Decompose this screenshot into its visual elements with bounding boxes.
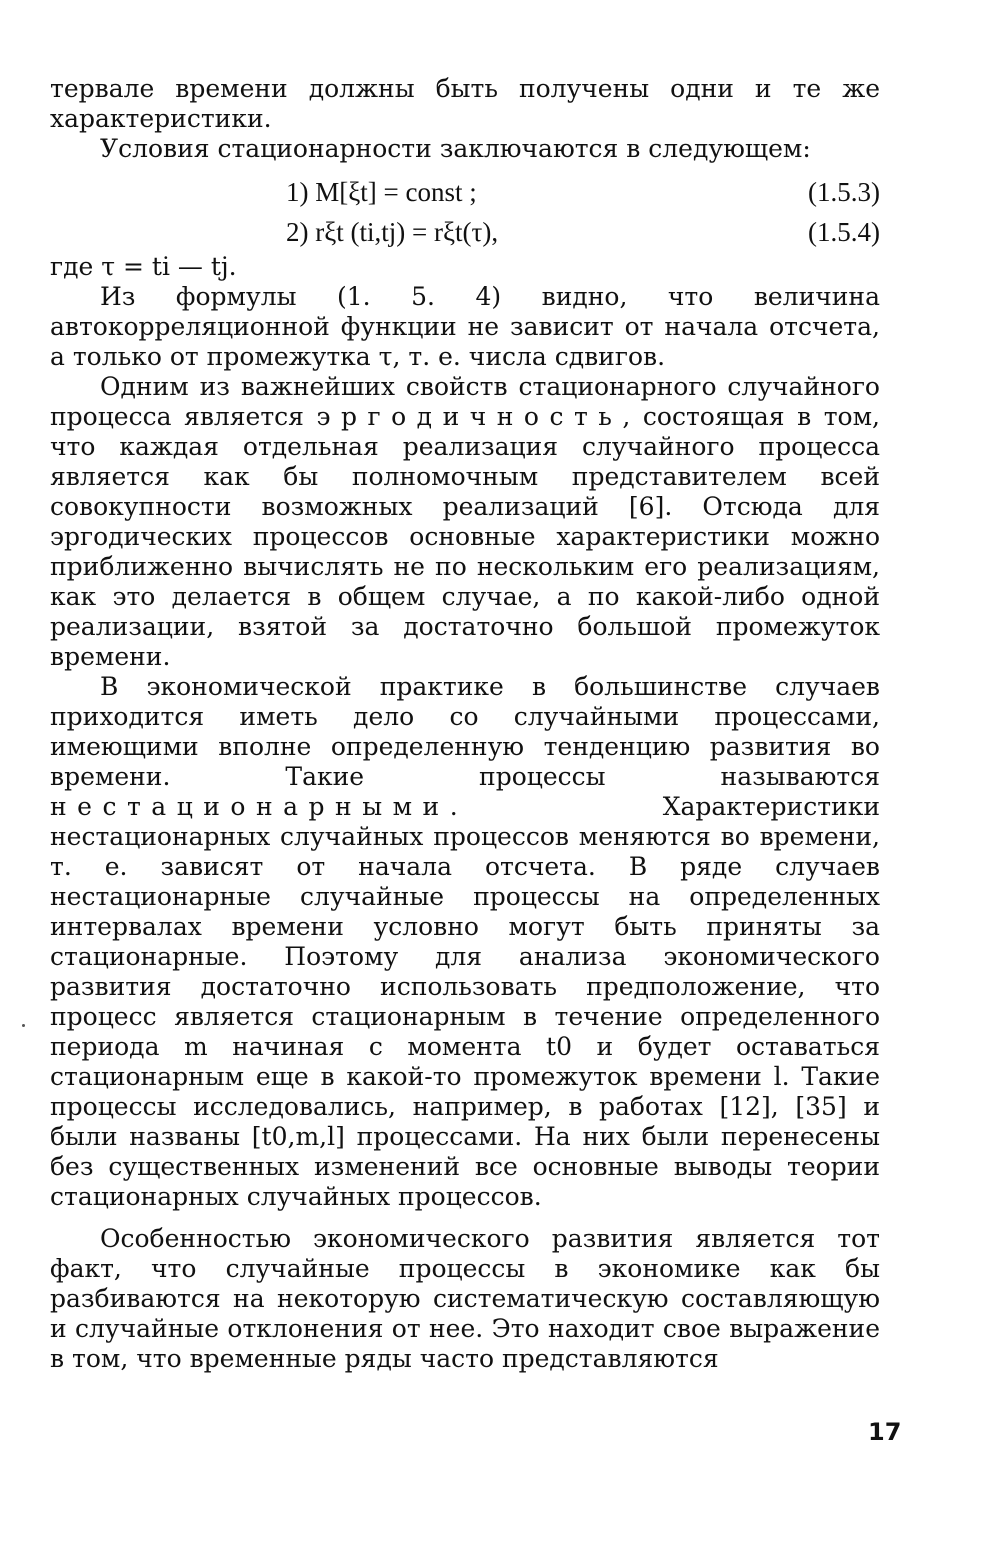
paragraph-nonstationary (50, 672, 880, 1212)
text-run: Одним из важнейших свойств стационарного случайного процесса является (50, 372, 880, 431)
formula-number: (1.5.3) (808, 177, 880, 207)
document-page (50, 74, 880, 1374)
paragraph-continuation: тервале времени должны быть получены одни и те же характеристики. (50, 74, 880, 133)
formula-expression: 1) M[ξt] = const ; (286, 177, 477, 207)
emphasized-term: нестационарными (50, 792, 450, 821)
formula-expression: 2) rξt (ti,tj) = rξt(τ), (286, 217, 499, 247)
formula-1-5-4 (50, 212, 880, 252)
paragraph-where-tau: где τ = ti — tj. (50, 252, 237, 281)
page-number: 17 (868, 1418, 902, 1446)
paragraph-conditions-intro: Условия стационарности заключаются в следующем: (100, 134, 811, 163)
formula-1-5-3 (50, 172, 880, 212)
paragraph-economic-development: Особенностью экономического развития является тот факт, что случайные процессы в экономике как бы разбиваются на некоторую систематическую составляющую и случайные отклонения от нее. Это находит свое выражение в том, что временные ряды часто представляются (50, 1224, 880, 1373)
text-run: В экономической практике в большинстве случаев приходится иметь дело со случайными процессами, имеющими вполне определенную тенденцию развития во времени. Такие процессы называются (50, 672, 880, 791)
emphasized-term: эргодичность (316, 402, 623, 431)
formula-number: (1.5.4) (808, 217, 880, 247)
text-run: , состоящая в том, что каждая отдельная реализация случайного процесса является как бы полномочным представителем всей совокупности возможных реализаций [6]. Отсюда для эргодических процессов основные характеристики можно приближенно вычислять не по нескольким его реализациям, как это делается в общем случае, а по какой-либо одной реализации, взятой за достаточно большой промежуток времени. (50, 402, 881, 671)
scan-speck (22, 1024, 25, 1027)
paragraph-autocorrelation: Из формулы (1. 5. 4) видно, что величина автокорреляционной функции не зависит от начала отсчета, а только от промежутка τ, т. е. числа сдвигов. (50, 282, 880, 371)
paragraph-ergodicity (50, 372, 880, 672)
text-run: . Характеристики нестационарных случайных процессов меняются во времени, т. е. зависят от начала отсчета. В ряде случаев нестационарные случайные процессы на определенных интервалах времени условно могут быть приняты за стационарные. Поэтому для анализа экономического развития достаточно использовать предположение, что процесс является стационарным в течение определенного периода m начиная с момента t0 и будет оставаться стационарным еще в какой-то промежуток времени l. Такие процессы исследовались, например, в работах [12], [35] и были названы [t0,m,l] процессами. На них были перенесены без существенных изменений все основные выводы теории стационарных случайных процессов. (50, 792, 880, 1211)
